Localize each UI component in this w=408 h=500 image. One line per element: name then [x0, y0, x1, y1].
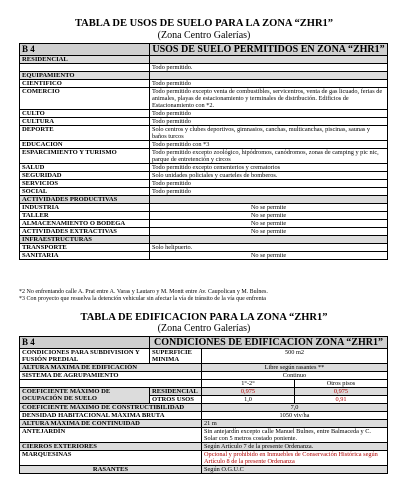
row-label: SERVICIOS [20, 180, 150, 188]
row-value: Todo permitido [150, 180, 388, 188]
row-label: ACTIVIDADES EXTRACTIVAS [20, 228, 150, 236]
row-value: Libre según rasantes ** [202, 364, 388, 372]
table-row [20, 228, 388, 236]
row-value: No se permite [150, 220, 388, 228]
edif-table [19, 336, 388, 474]
row-label: ACTIVIDADES PRODUCTIVAS [20, 196, 150, 204]
row-label: CULTO [20, 110, 150, 118]
table-row [20, 212, 388, 220]
table-row [20, 56, 388, 64]
row-label: SISTEMA DE AGRUPAMIENTO [20, 372, 202, 380]
table-row [20, 220, 388, 228]
usos-header: USOS DE SUELO PERMITIDOS EN ZONA “ZHR1” [150, 44, 388, 56]
usos-header-row [20, 44, 388, 56]
table-row [20, 188, 388, 196]
row-label: CIERROS EXTERIORES [20, 443, 202, 451]
row-value [150, 72, 388, 80]
row-value: Solo unidades policiales y cuarteles de bomberos. [150, 172, 388, 180]
row-label: CULTURA [20, 118, 150, 126]
row-value: 1,0 [202, 396, 295, 404]
table-row [20, 196, 388, 204]
row-value: 0,975 [202, 388, 295, 396]
usos-table [19, 43, 388, 260]
row-label: DENSIDAD HABITACIONAL MÁXIMA BRUTA [20, 412, 202, 420]
table-row [20, 180, 388, 188]
col-header: Otros pisos [295, 380, 388, 388]
table-row [20, 141, 388, 149]
table-row [20, 364, 388, 372]
row-label: TALLER [20, 212, 150, 220]
row-label: RASANTES [20, 466, 202, 474]
table-row [20, 420, 388, 428]
table-row [20, 80, 388, 88]
table-row [20, 236, 388, 244]
row-value: No se permite [150, 228, 388, 236]
row-value: Todo permitido [150, 80, 388, 88]
row-label: COEFICIENTE MÁXIMO DE OCUPACIÓN DE SUELO [20, 388, 150, 404]
row-label: EDUCACION [20, 141, 150, 149]
edif-header: CONDICIONES DE EDIFICACION ZONA “ZHR1” [150, 337, 388, 349]
table-row [20, 118, 388, 126]
table-row [20, 466, 388, 474]
row-value: No se permite [150, 204, 388, 212]
row-label: OTROS USOS [150, 396, 202, 404]
row-value: No se permite [150, 252, 388, 260]
row-label: SUPERFICIE MINIMA [150, 349, 202, 364]
row-value [150, 56, 388, 64]
row-value: Todo permitido. [150, 64, 388, 72]
row-value: Todo permitido [150, 110, 388, 118]
row-value: 0,91 [295, 396, 388, 404]
row-label: ALTURA MÁXIMA DE CONTINUIDAD [20, 420, 202, 428]
row-label: RESIDENCIAL [150, 388, 202, 396]
edif-subtitle: (Zona Centro Galerías) [157, 323, 251, 334]
row-label: MARQUESINAS [20, 451, 202, 466]
row-label: RESIDENCIAL [20, 56, 150, 64]
row-value: No se permite [150, 212, 388, 220]
table-row [20, 412, 388, 420]
row-label: CONDICIONES PARA SUBDIVISION Y FUSIÓN PREDIAL [20, 349, 150, 364]
table-row [20, 204, 388, 212]
row-label: DEPORTE [20, 126, 150, 141]
row-value: Solo centros y clubes deportivos, gimnasios, canchas, multicanchas, piscinas, saunas y baños turcos [150, 126, 388, 141]
table-row [20, 88, 388, 110]
row-label: SOCIAL [20, 188, 150, 196]
table-row [20, 428, 388, 443]
table-row [20, 149, 388, 164]
row-value: Según O.G.U.C [202, 466, 388, 474]
row-value: 1050 viv/ha [202, 412, 388, 420]
row-value: Todo permitido con *3 [150, 141, 388, 149]
table-row [20, 64, 388, 72]
row-label: COMERCIO [20, 88, 150, 110]
row-value [150, 196, 388, 204]
row-value: Todo permitido excepto venta de combustibles, servicentros, venta de gas licuado, ferias de animales, playas de estacionamiento y terminales de distribución. Edificios de Estacionamiento con *2. [150, 88, 388, 110]
table-row [20, 380, 388, 388]
usos-title: TABLA DE USOS DE SUELO PARA LA ZONA “ZHR1” [74, 18, 334, 29]
row-value: Opcional y prohibido en Inmuebles de Conservación Histórica según Artículo 8 de la presente Ordenanza [202, 451, 388, 466]
table-row [20, 110, 388, 118]
row-label [20, 64, 150, 72]
row-value: Todo permitido [150, 188, 388, 196]
row-label: SANITARIA [20, 252, 150, 260]
usos-subtitle: (Zona Centro Galerías) [157, 30, 251, 41]
row-value: 7,0 [202, 404, 388, 412]
usos-code: B 4 [20, 44, 150, 56]
table-row [20, 372, 388, 380]
row-value: 0,975 [295, 388, 388, 396]
row-label: ALMACENAMIENTO O BODEGA [20, 220, 150, 228]
row-label: TRANSPORTE [20, 244, 150, 252]
row-value: 500 m2 [202, 349, 388, 364]
edif-header-row [20, 337, 388, 349]
row-label: COEFICIENTE MÁXIMO DE CONSTRUCTIBILIDAD [20, 404, 202, 412]
row-value: Solo helipuerto. [150, 244, 388, 252]
table-row [20, 244, 388, 252]
table-row [20, 126, 388, 141]
row-label: SEGURIDAD [20, 172, 150, 180]
table-row [20, 443, 388, 451]
row-label: INDUSTRIA [20, 204, 150, 212]
row-value: 21 m [202, 420, 388, 428]
col-header: 1°-2° [202, 380, 295, 388]
edif-code: B 4 [20, 337, 150, 349]
table-row [20, 388, 388, 396]
usos-note-2: *3 Con proyecto que resuelva la detención vehicular sin afectar la vía de tránsito de la vía que enfrenta [19, 296, 266, 302]
row-label: ANTEJARDÍN [20, 428, 202, 443]
table-row [20, 349, 388, 364]
table-row [20, 404, 388, 412]
row-value: Continuo [202, 372, 388, 380]
table-row [20, 451, 388, 466]
row-value [150, 236, 388, 244]
row-label: CIENTIFICO [20, 80, 150, 88]
usos-note-1: *2 No enfrentando calle A. Prat entre A. Varas y Lautaro y M. Montt entre Av. Caupolican y M. Bulnes. [19, 289, 268, 295]
row-label: EQUIPAMIENTO [20, 72, 150, 80]
table-row [20, 252, 388, 260]
row-label: INFRAESTRUCTURAS [20, 236, 150, 244]
table-row [20, 164, 388, 172]
edif-title: TABLA DE EDIFICACION PARA LA ZONA “ZHR1” [80, 312, 328, 323]
row-value: Sin antejardín excepto calle Manuel Bulnes, entre Balmaceda y C. Solar con 5 metros costado poniente. [202, 428, 388, 443]
row-value: Según Artículo 7 de la presente Ordenanza. [202, 443, 388, 451]
row-value: Todo permitido [150, 118, 388, 126]
row-label: SALUD [20, 164, 150, 172]
row-value: Todo permitido excepto cementerios y crematorios [150, 164, 388, 172]
row-label: ALTURA MAXIMA DE EDIFICACIÓN [20, 364, 202, 372]
table-row [20, 172, 388, 180]
row-value: Todo permitido excepto zoológico, hipódromos, canódromos, zonas de camping y pic nic, parque de entretención y circos [150, 149, 388, 164]
table-row [20, 72, 388, 80]
row-label: ESPARCIMIENTO Y TURISMO [20, 149, 150, 164]
